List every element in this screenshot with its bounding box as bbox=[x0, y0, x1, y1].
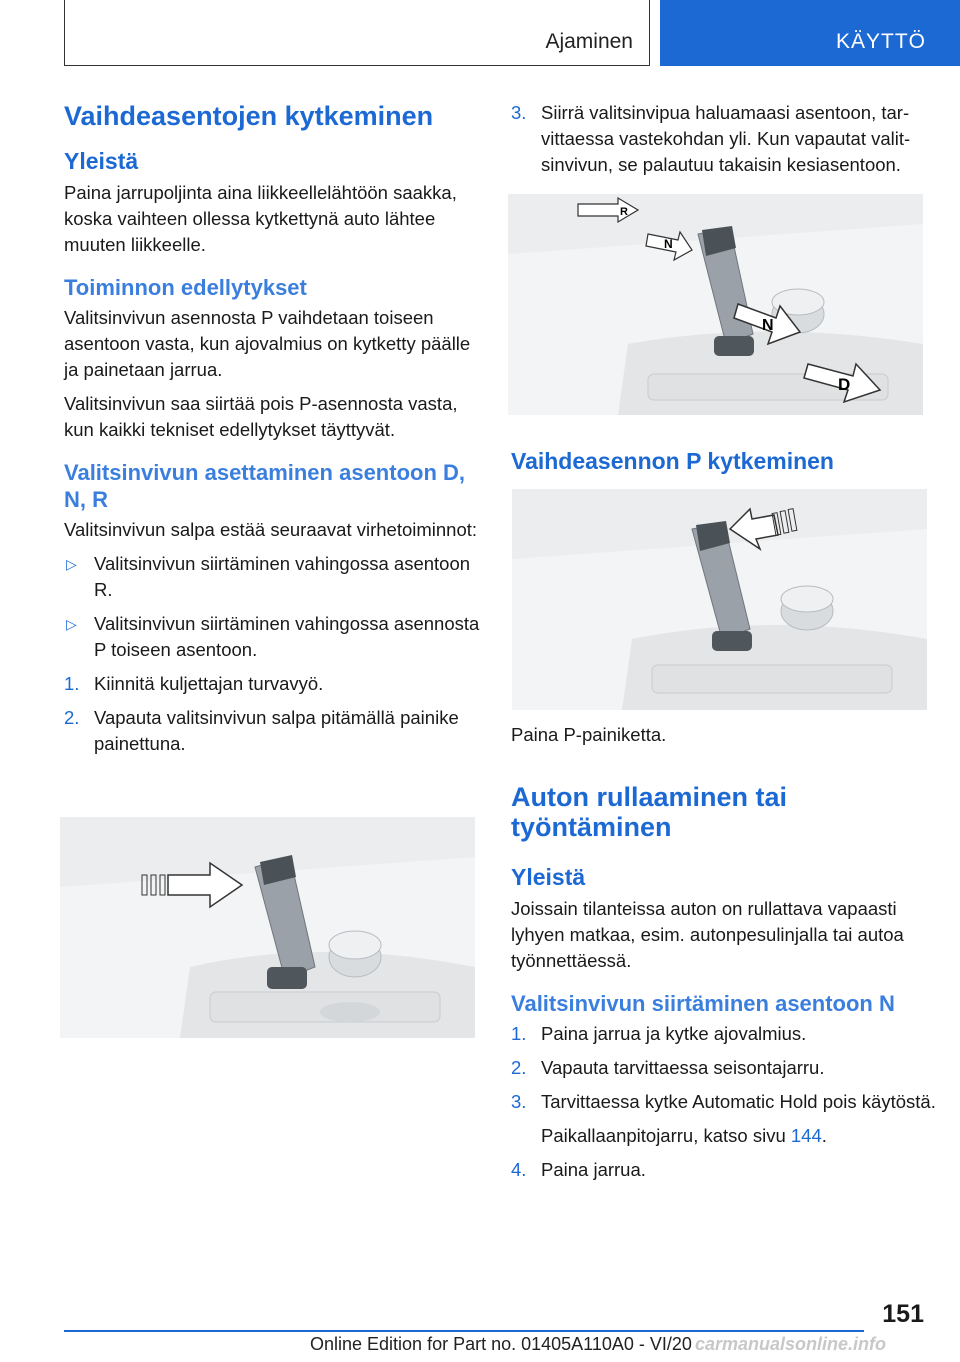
select-dnr-text: Valitsinvivun salpa estää seuraavat virhetoiminnot: bbox=[64, 519, 478, 540]
page-link-144[interactable]: 144 bbox=[790, 1125, 822, 1146]
heading-prerequisites: Toiminnon edellytykset bbox=[64, 275, 307, 300]
triangle-bullet-icon: ▷ bbox=[66, 556, 77, 572]
gear-selector-unlock-illustration bbox=[60, 817, 475, 1038]
figure-park-button bbox=[512, 489, 927, 710]
dnr-steps-continued bbox=[511, 100, 936, 178]
section-title-rolling: Auton rullaaminen tai työntäminen bbox=[511, 782, 788, 842]
park-caption: Paina P-painiketta. bbox=[511, 724, 667, 745]
rolling-section bbox=[511, 782, 936, 1191]
step-item: 2. Vapauta tarvittaessa seisontajarru. bbox=[511, 1057, 825, 1078]
list-item: ▷ Valitsinvivun siirtäminen vahingossa asentoon R. bbox=[66, 553, 471, 600]
position-label-r: R bbox=[620, 206, 628, 218]
prerequisites-text-2: Valitsinvivun saa siirtää pois P-asennosta vasta, kun kaikki tekniset edellytykset täyttyvät. bbox=[64, 393, 458, 440]
heading-rolling-general: Yleistä bbox=[511, 864, 586, 890]
prerequisites-text-1: Valitsinvivun asennosta P vaihdetaan toiseen asentoon vasta, kun ajovalmius on kytketty päälle ja painetaan jarrua. bbox=[64, 307, 471, 380]
header-chapter-tab bbox=[660, 0, 960, 66]
step-item: 3. Tarvittaessa kytke Automatic Hold pois käytöstä. Paikallaanpitojarru, katso sivu 144. bbox=[511, 1089, 936, 1149]
dnr-steps bbox=[64, 671, 484, 757]
list-item: ▷ Valitsinvivun siirtäminen vahingossa asennosta P toiseen asentoon. bbox=[66, 613, 480, 660]
general-text: Paina jarrupoljinta aina liikkeellelähtöön saakka, koska vaihteen ollessa kytkettynä auto lähtee muuten liikkeelle. bbox=[64, 182, 457, 255]
heading-park-position: Vaihdeasennon P kytkeminen bbox=[511, 448, 834, 474]
position-label-d: D bbox=[838, 375, 851, 394]
step-item: 1. Kiinnitä kuljettajan turvavyö. bbox=[64, 673, 324, 694]
shift-to-n-steps bbox=[511, 1021, 936, 1183]
triangle-bullet-icon: ▷ bbox=[66, 616, 77, 632]
step-item: 2. Vapauta valitsinvivun salpa pitämällä painike painettuna. bbox=[64, 707, 459, 754]
header-section-title: Ajaminen bbox=[545, 30, 633, 53]
heading-general: Yleistä bbox=[64, 148, 139, 174]
figure-shift-positions bbox=[508, 194, 923, 415]
rolling-general-text: Joissain tilanteissa auton on rullattava vapaasti lyhyen matkaa, esim. autonpesulinjalla tai autoa työnnettäessä. bbox=[511, 898, 904, 971]
figure-unlock-button bbox=[60, 817, 475, 1038]
right-column bbox=[511, 100, 936, 186]
footer-edition: Online Edition for Part no. 01405A110A0 - VI/20 bbox=[310, 1334, 692, 1354]
step-item: 3. Siirrä valitsinvipua haluamaasi asentoon, tarvittaessa vastekohdan yli. Kun vapautat valitsinvivun, se palautuu takaisin kesiasentoon. bbox=[511, 102, 911, 175]
gear-selector-positions-illustration bbox=[508, 194, 923, 415]
footer-rule bbox=[64, 1330, 864, 1332]
position-label-n-small: N bbox=[664, 237, 673, 251]
step-item: 4. Paina jarrua. bbox=[511, 1159, 646, 1180]
step-item: 1. Paina jarrua ja kytke ajovalmius. bbox=[511, 1023, 807, 1044]
left-column bbox=[64, 100, 484, 765]
gear-selector-park-illustration bbox=[512, 489, 927, 710]
cross-reference: Paikallaanpitojarru, katso sivu 144. bbox=[541, 1125, 827, 1146]
page-number: 151 bbox=[882, 1300, 924, 1328]
header-section-box bbox=[64, 0, 650, 66]
heading-select-dnr: Valitsinvivun asettaminen asentoon D, N, R bbox=[64, 460, 465, 512]
interlock-list bbox=[64, 551, 484, 663]
header-chapter-title: KÄYTTÖ bbox=[835, 30, 926, 53]
heading-shift-to-n: Valitsinvivun siirtäminen asentoon N bbox=[511, 991, 895, 1016]
section-title-shifting: Vaihdeasentojen kytkeminen bbox=[64, 101, 434, 131]
footer-watermark: carmanualsonline.info bbox=[695, 1334, 887, 1354]
position-label-n-large: N bbox=[762, 317, 774, 334]
